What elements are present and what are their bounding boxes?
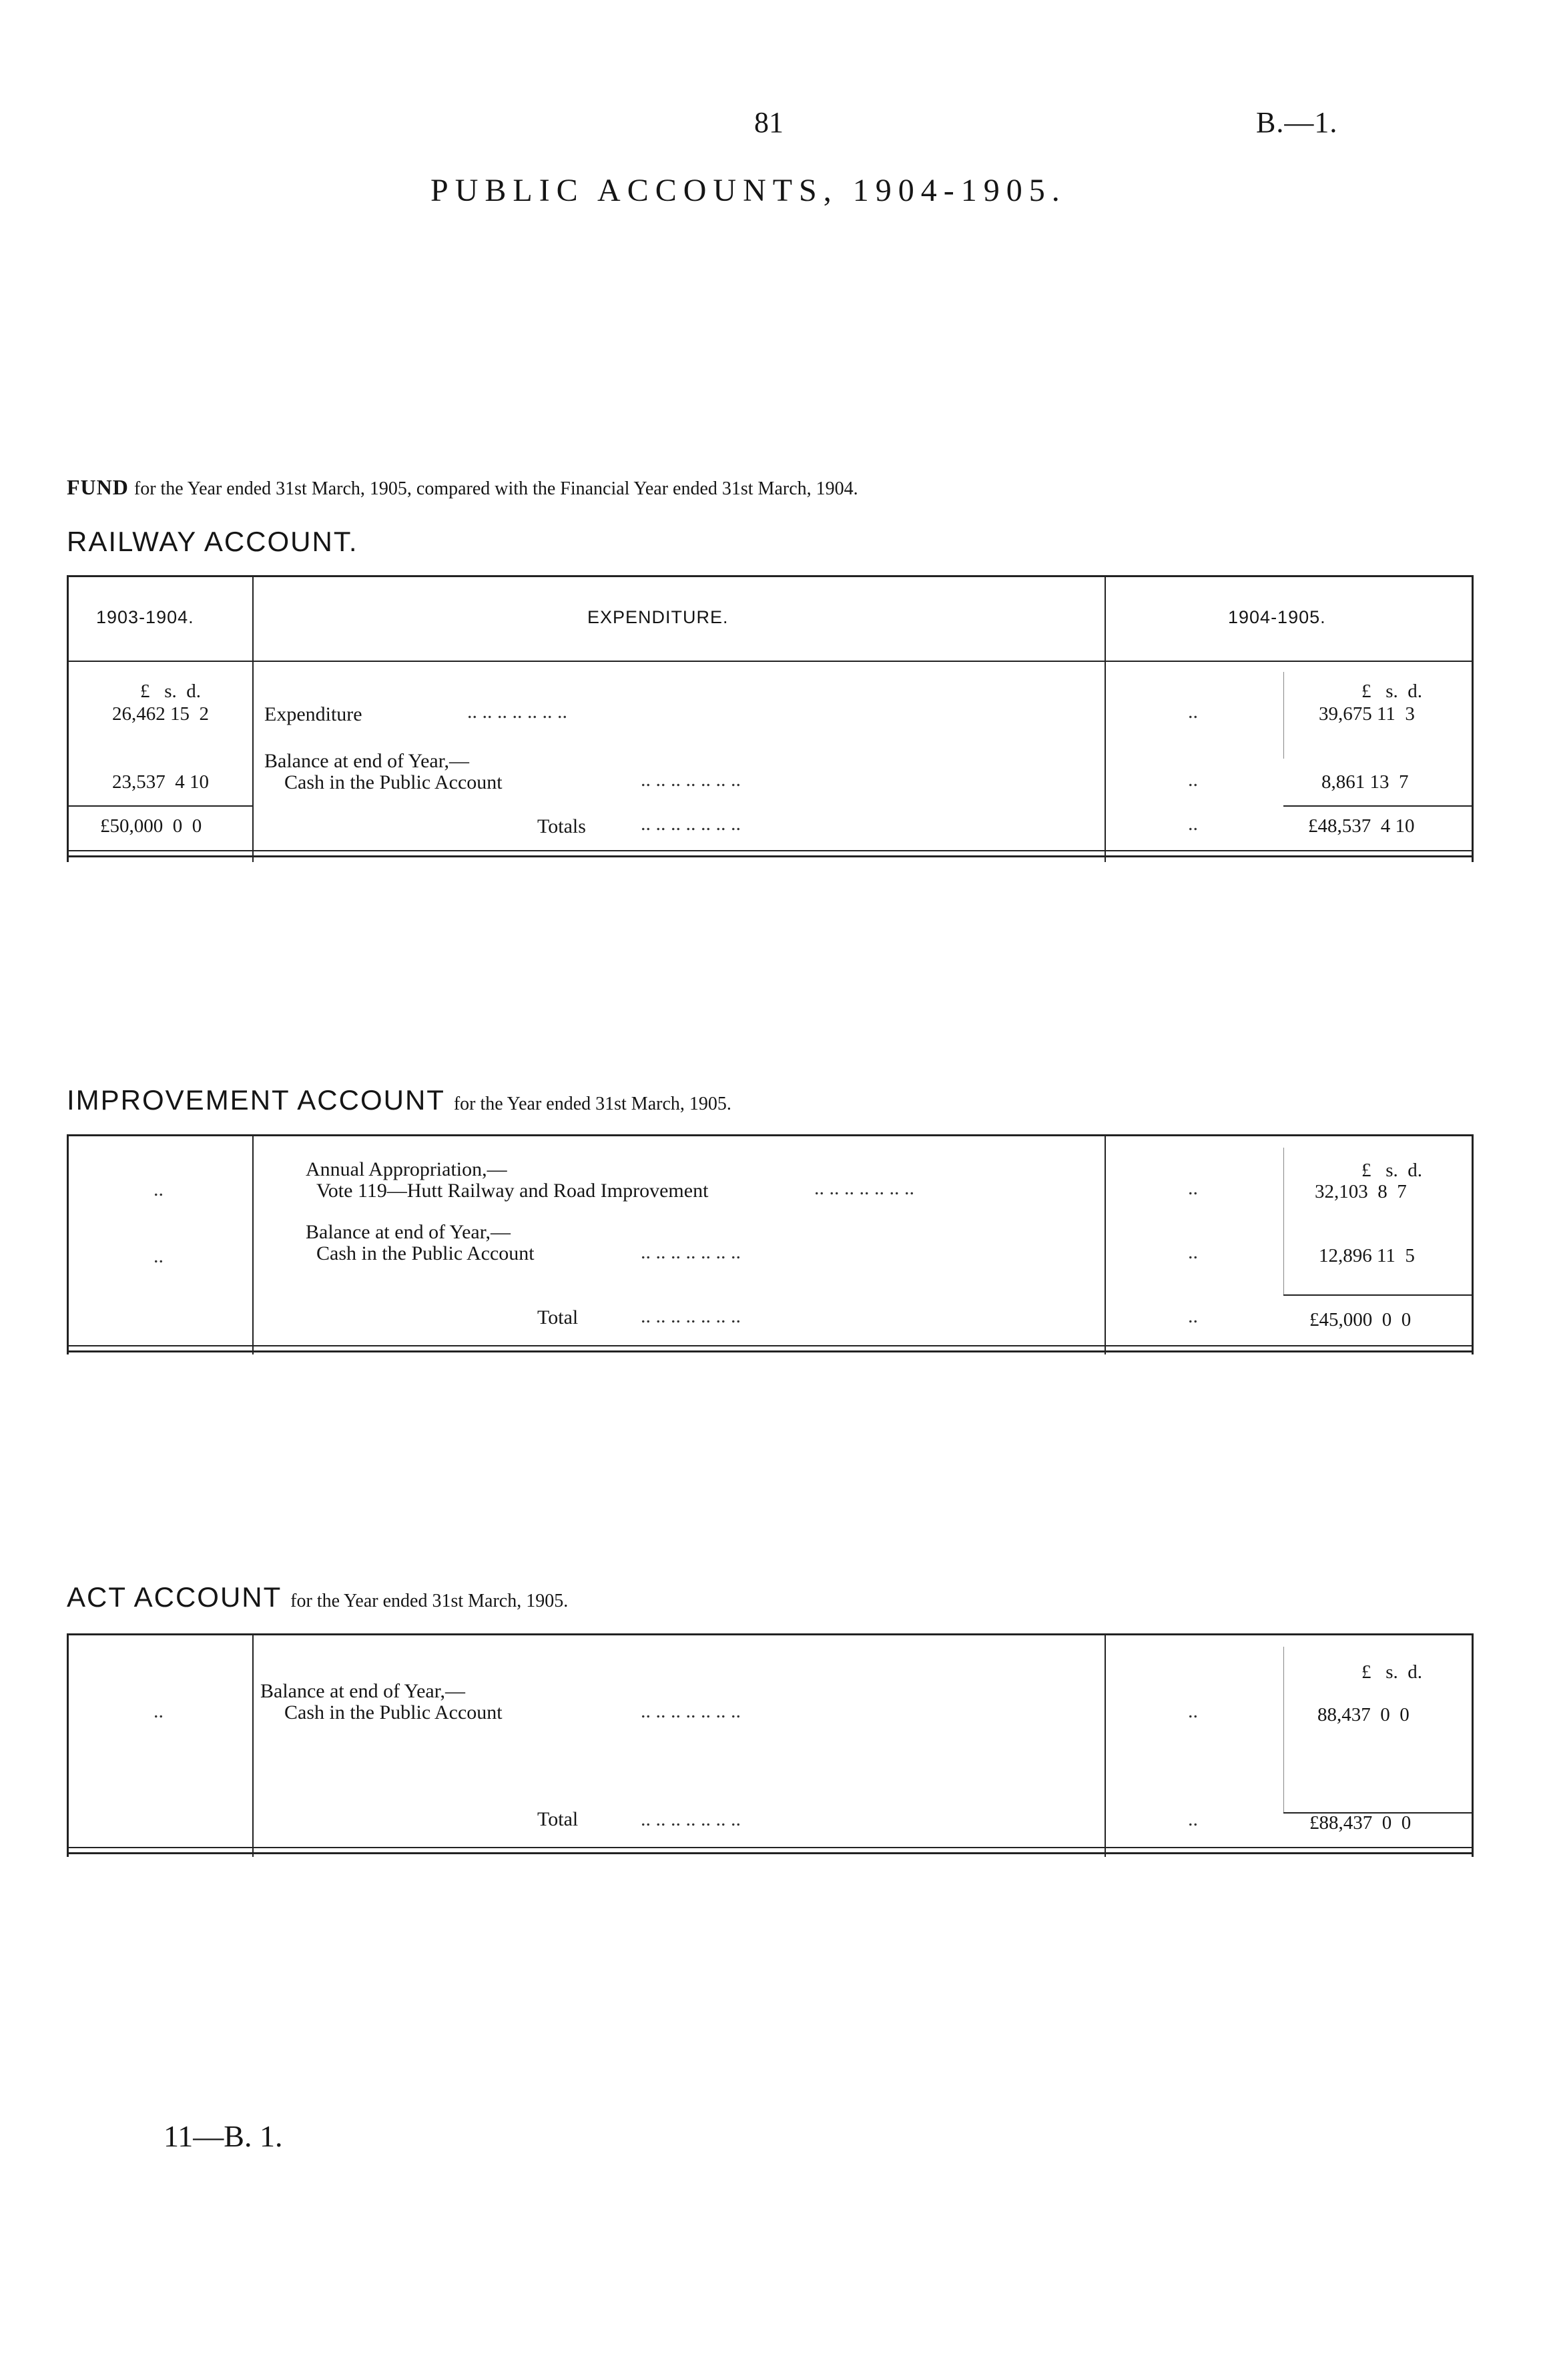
leader-dots: .. .. .. .. .. .. ..	[641, 813, 741, 835]
act-currency-header: £ s. d.	[1361, 1661, 1423, 1683]
improvement-table	[67, 1134, 1474, 1354]
act-caption: for the Year ended 31st March, 1905.	[290, 1591, 569, 1611]
improvement-row-appropriation-label: Annual Appropriation,—	[306, 1158, 507, 1180]
railway-total-1903: £50,000 0 0	[100, 815, 202, 837]
leader-dots: ..	[153, 1700, 164, 1722]
railway-total-1904: £48,537 4 10	[1308, 815, 1415, 837]
improvement-caption: for the Year ended 31st March, 1905.	[453, 1094, 731, 1114]
railway-caption	[67, 475, 858, 500]
leader-dots: .. .. .. .. .. .. ..	[641, 1808, 741, 1830]
improvement-currency-header: £ s. d.	[1361, 1160, 1423, 1181]
leader-dots: ..	[1188, 1177, 1198, 1199]
leader-dots: ..	[1188, 1808, 1198, 1830]
improvement-title-text: IMPROVEMENT ACCOUNT	[67, 1084, 445, 1116]
railway-caption-bold: FUND	[67, 475, 129, 499]
act-row-cash-label: Cash in the Public Account	[284, 1701, 503, 1723]
act-row-cash-amount: 88,437 0 0	[1317, 1704, 1410, 1725]
column-header-1904-1905: 1904-1905.	[1228, 607, 1326, 627]
currency-header-right: £ s. d.	[1361, 681, 1423, 702]
improvement-row-cash-label: Cash in the Public Account	[316, 1242, 535, 1264]
act-section-title	[67, 1581, 568, 1613]
footer-signature: 11—B. 1.	[164, 2119, 283, 2153]
act-title-text: ACT ACCOUNT	[67, 1581, 282, 1613]
page-number: 81	[754, 106, 784, 139]
leader-dots: ..	[1188, 1241, 1198, 1263]
railway-table	[67, 575, 1474, 862]
leader-dots: .. .. .. .. .. .. ..	[641, 769, 741, 791]
improvement-row-vote-amount: 32,103 8 7	[1315, 1181, 1407, 1202]
leader-dots: ..	[1188, 1305, 1198, 1327]
leader-dots: .. .. .. .. .. .. ..	[641, 1700, 741, 1722]
railway-row-balance-1904: 8,861 13 7	[1321, 771, 1409, 793]
improvement-total-amount: £45,000 0 0	[1309, 1309, 1412, 1330]
document-reference: B.—1.	[1256, 106, 1338, 139]
leader-dots: ..	[1188, 813, 1198, 835]
page-title: PUBLIC ACCOUNTS, 1904-1905.	[430, 173, 1066, 208]
leader-dots: .. .. .. .. .. .. ..	[467, 701, 567, 723]
column-header-expenditure: EXPENDITURE.	[587, 607, 729, 627]
leader-dots: .. .. .. .. .. .. ..	[641, 1241, 741, 1263]
railway-row-expenditure-1903: 26,462 15 2	[112, 703, 209, 725]
column-header-1903-1904: 1903-1904.	[96, 607, 194, 627]
railway-row-balance-label: Balance at end of Year,—	[264, 750, 470, 772]
railway-row-balance-1903: 23,537 4 10	[112, 771, 209, 793]
leader-dots: .. .. .. .. .. .. ..	[641, 1305, 741, 1327]
railway-row-balance-sublabel: Cash in the Public Account	[284, 771, 503, 793]
railway-section-title: RAILWAY ACCOUNT.	[67, 526, 358, 557]
act-total-label: Total	[537, 1808, 579, 1830]
improvement-section-title	[67, 1084, 731, 1116]
railway-row-expenditure-1904: 39,675 11 3	[1319, 703, 1415, 725]
leader-dots: ..	[153, 1245, 164, 1267]
improvement-row-vote-label: Vote 119—Hutt Railway and Road Improvement	[316, 1180, 709, 1202]
leader-dots: ..	[153, 1178, 164, 1200]
currency-header-left: £ s. d.	[140, 681, 202, 702]
act-row-balance-label: Balance at end of Year,—	[260, 1680, 466, 1702]
improvement-row-balance-label: Balance at end of Year,—	[306, 1221, 511, 1243]
railway-totals-label: Totals	[537, 815, 586, 837]
act-table	[67, 1633, 1474, 1857]
leader-dots: .. .. .. .. .. .. ..	[814, 1177, 914, 1199]
leader-dots: ..	[1188, 701, 1198, 723]
leader-dots: ..	[1188, 769, 1198, 791]
act-total-amount: £88,437 0 0	[1309, 1812, 1412, 1834]
improvement-row-cash-amount: 12,896 11 5	[1319, 1245, 1415, 1266]
railway-caption-text: for the Year ended 31st March, 1905, compared with the Financial Year ended 31st March, 1904.	[133, 478, 858, 499]
railway-row-expenditure-label: Expenditure	[264, 703, 362, 725]
leader-dots: ..	[1188, 1700, 1198, 1722]
improvement-total-label: Total	[537, 1306, 579, 1328]
